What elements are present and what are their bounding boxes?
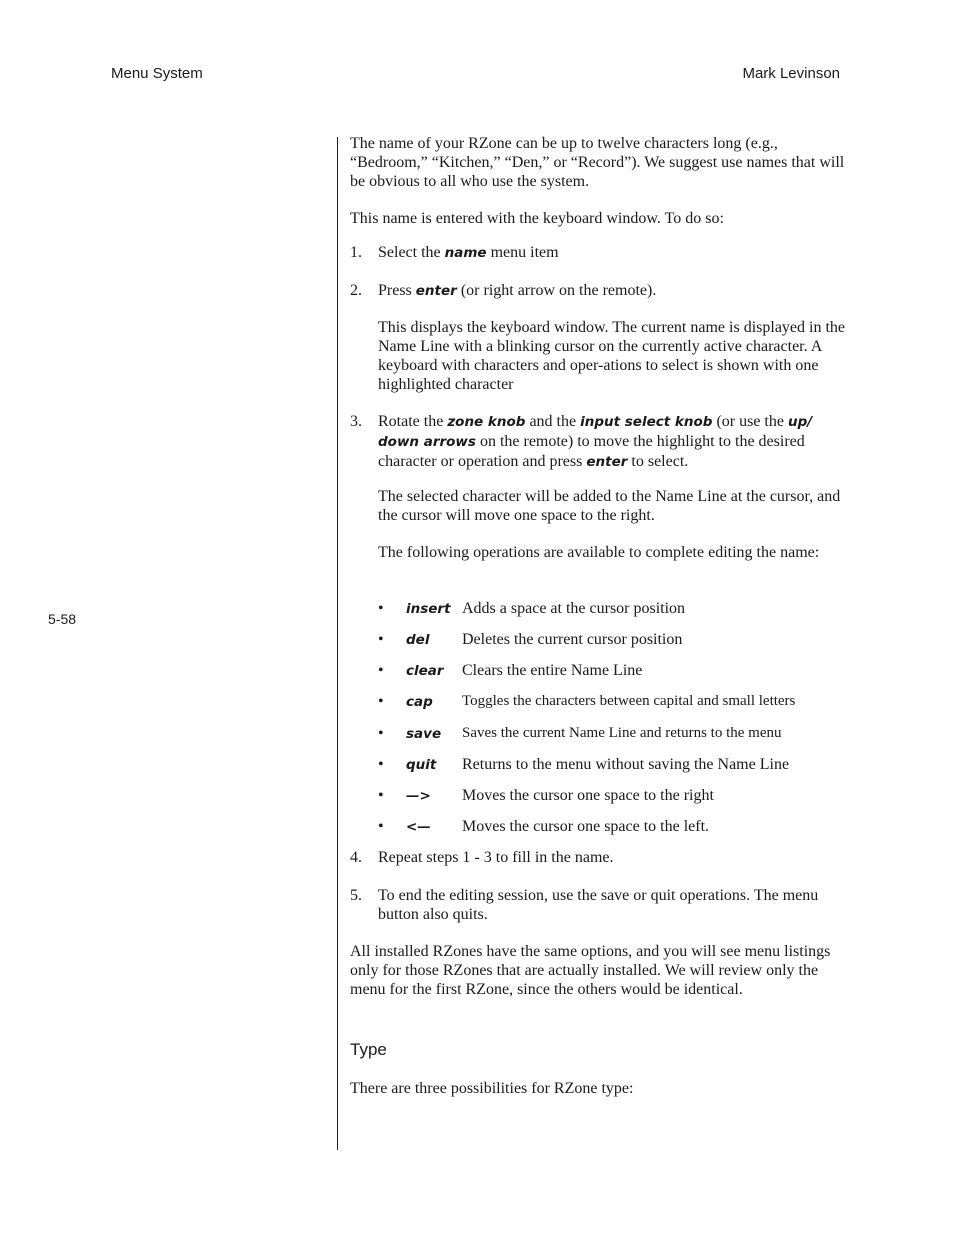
keyword: enter [415, 283, 457, 299]
operation-item-cap [378, 692, 848, 712]
running-header-section: Menu System [111, 65, 203, 82]
bullet-mark: • [378, 600, 384, 617]
operation-item-save [378, 724, 848, 744]
bullet-mark: • [378, 693, 384, 710]
operation-description: Toggles the characters between capital and small letters [462, 693, 796, 709]
bullet-mark: • [378, 756, 384, 773]
intro-instruction: This name is entered with the keyboard window. To do so: [350, 210, 724, 227]
operation-description: Moves the cursor one space to the right [462, 787, 714, 804]
step-2-detail: This displays the keyboard window. The current name is displayed in the Name Line with a blinking cursor on the currently active character. A keyboard with characters and oper-ations to select is shown with one highlighted character [378, 319, 846, 393]
operation-key: <— [406, 819, 431, 835]
operation-item-quit [378, 755, 848, 775]
operation-key: insert [406, 601, 451, 617]
operation-key: save [406, 726, 442, 742]
operation-description: Returns to the menu without saving the Name Line [462, 756, 790, 773]
bullet-mark: • [378, 662, 384, 679]
running-header-brand: Mark Levinson [742, 65, 840, 82]
operation-item-insert [378, 599, 848, 619]
operation-description: Adds a space at the cursor position [462, 600, 686, 617]
operation-item-clear [378, 661, 848, 681]
step-number: 3. [350, 413, 362, 430]
operation-key: —> [406, 788, 431, 804]
keyword: zone knob [447, 414, 526, 430]
step-number: 4. [350, 849, 362, 866]
type-intro: There are three possibilities for RZone type: [350, 1080, 634, 1097]
step-number: 1. [350, 244, 362, 261]
margin-rule [337, 137, 338, 1150]
operation-key: del [406, 632, 430, 648]
step-3-operations-intro: The following operations are available to complete editing the name: [378, 544, 820, 561]
step-text: Rotate the zone knob and the input select knob (or use the up/ down arrows on the remote) to move the highlight to the desired character or operation and press enter to select. [378, 413, 813, 470]
operation-description: Clears the entire Name Line [462, 662, 643, 679]
step-number: 5. [350, 887, 362, 904]
operation-item-right-arrow [378, 786, 848, 806]
operation-description: Saves the current Name Line and returns to the menu [462, 725, 782, 741]
closing-paragraph: All installed RZones have the same options, and you will see menu listings only for those RZones that are actually installed. We will review only the menu for the first RZone, since the others would be identical. [350, 943, 831, 998]
step-text: Press enter (or right arrow on the remote). [378, 282, 657, 299]
step-text: Repeat steps 1 - 3 to fill in the name. [378, 849, 614, 866]
step-3-detail: The selected character will be added to the Name Line at the cursor, and the cursor will move one space to the right. [378, 488, 841, 524]
intro-paragraph: The name of your RZone can be up to twelve characters long (e.g., “Bedroom,” “Kitchen,” “Den,” or “Record”). We suggest use names that will be obvious to all who use the system. [350, 135, 845, 190]
keyword: name [444, 245, 487, 261]
step-number: 2. [350, 282, 362, 299]
keyword: enter [586, 454, 628, 470]
step-text: To end the editing session, use the save or quit operations. The menu button also quits. [378, 887, 819, 923]
page-number: 5-58 [48, 611, 77, 627]
operation-item-left-arrow [378, 817, 848, 837]
keyword: up/ down arrows [378, 414, 813, 450]
section-heading-type: Type [350, 1040, 387, 1059]
bullet-mark: • [378, 631, 384, 648]
bullet-mark: • [378, 787, 384, 804]
bullet-mark: • [378, 725, 384, 742]
operation-item-del [378, 630, 848, 650]
operation-description: Deletes the current cursor position [462, 631, 683, 648]
bullet-mark: • [378, 818, 384, 835]
operation-key: cap [406, 694, 433, 710]
step-text: Select the name menu item [378, 244, 559, 261]
keyword: input select knob [580, 414, 713, 430]
operation-key: quit [406, 757, 437, 773]
operation-description: Moves the cursor one space to the left. [462, 818, 710, 835]
operation-key: clear [406, 663, 444, 679]
